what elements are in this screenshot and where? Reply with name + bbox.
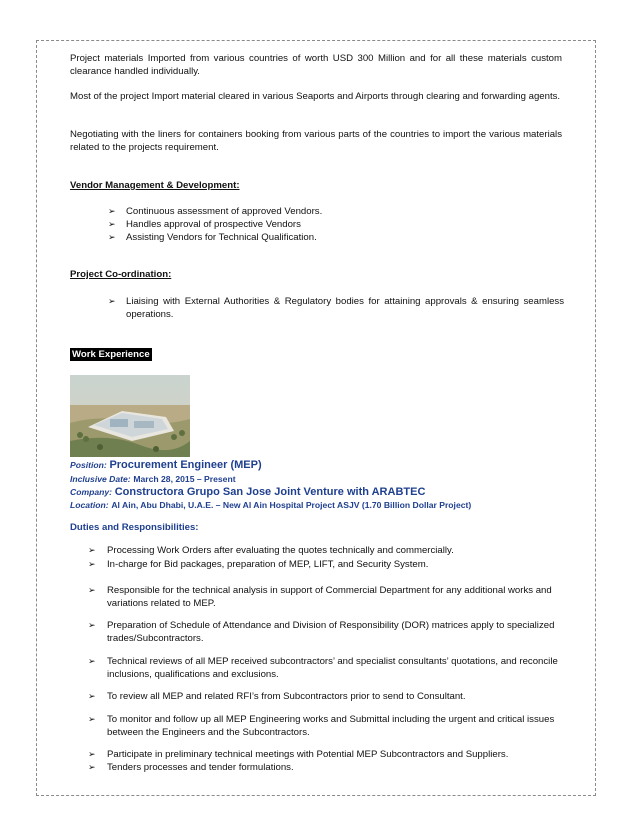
arrow-bullet-icon: ➢ [88, 545, 96, 555]
duty-item: ➢ Tenders processes and tender formulations. [88, 762, 294, 773]
arrow-bullet-icon: ➢ [88, 620, 96, 630]
duty-item: ➢ To review all MEP and related RFI’s from Subcontractors prior to send to Consultant. [88, 691, 466, 702]
duty-item: ➢ Participate in preliminary technical meetings with Potential MEP Subcontractors and Suppliers. [88, 749, 509, 760]
vendor-item: ➢ Assisting Vendors for Technical Qualification. [108, 232, 317, 243]
duties-heading: Duties and Responsibilities: [70, 522, 199, 533]
duty-item: ➢ Preparation of Schedule of Attendance and Division of Responsibility (DOR) matrices apply to specialized trades/Subcontractors. [88, 620, 555, 644]
location-line: Location: Al Ain, Abu Dhabi, U.A.E. – New Al Ain Hospital Project ASJV (1.70 Billion Dollar Project) [70, 500, 472, 510]
arrow-bullet-icon: ➢ [108, 296, 116, 306]
vendor-heading: Vendor Management & Development: [70, 180, 240, 191]
company-line: Company: Constructora Grupo San Jose Joint Venture with ARABTEC [70, 486, 426, 498]
arrow-bullet-icon: ➢ [108, 206, 116, 216]
duty-item: ➢ In-charge for Bid packages, preparation of MEP, LIFT, and Security System. [88, 559, 429, 570]
arrow-bullet-icon: ➢ [88, 559, 96, 569]
arrow-bullet-icon: ➢ [88, 714, 96, 724]
hospital-project-photo [70, 375, 190, 457]
coordination-heading: Project Co-ordination: [70, 269, 172, 280]
paragraph-import-clearance: Most of the project Import material cleared in various Seaports and Airports through clearing and forwarding agents. [70, 91, 561, 102]
duty-item: ➢ Technical reviews of all MEP received subcontractors’ and specialist consultants’ quotations, and reconcile inclusions, qualifications and exclusions. [88, 656, 558, 680]
inclusive-date-line: Inclusive Date: March 28, 2015 – Present [70, 474, 236, 484]
arrow-bullet-icon: ➢ [88, 691, 96, 701]
duty-item: ➢ To monitor and follow up all MEP Engineering works and Submittal including the urgent and critical issues between the Engineers and the Subcontractors. [88, 714, 555, 738]
vendor-item: ➢ Continuous assessment of approved Vendors. [108, 206, 323, 217]
coordination-item: ➢ Liaising with External Authorities & Regulatory bodies for attaining approvals & ensuring seamless operations. [108, 296, 564, 320]
position-line: Position: Procurement Engineer (MEP) [70, 459, 262, 471]
work-experience-heading: Work Experience [72, 349, 150, 360]
arrow-bullet-icon: ➢ [88, 585, 96, 595]
paragraph-liner-negotiation: Negotiating with the liners for containers booking from various parts of the countries to import the various materials related to the projects requirement. [70, 129, 562, 154]
arrow-bullet-icon: ➢ [88, 762, 96, 772]
paragraph-import-materials: Project materials Imported from various countries of worth USD 300 Million and for all these materials custom clearance handled individually. [70, 53, 562, 78]
arrow-bullet-icon: ➢ [88, 749, 96, 759]
duty-item: ➢ Responsible for the technical analysis in support of Commercial Department for any additional works and variations related to MEP. [88, 585, 552, 609]
arrow-bullet-icon: ➢ [108, 219, 116, 229]
duty-item: ➢ Processing Work Orders after evaluating the quotes technically and commercially. [88, 545, 454, 556]
arrow-bullet-icon: ➢ [88, 656, 96, 666]
vendor-item: ➢ Handles approval of prospective Vendors [108, 219, 301, 230]
arrow-bullet-icon: ➢ [108, 232, 116, 242]
